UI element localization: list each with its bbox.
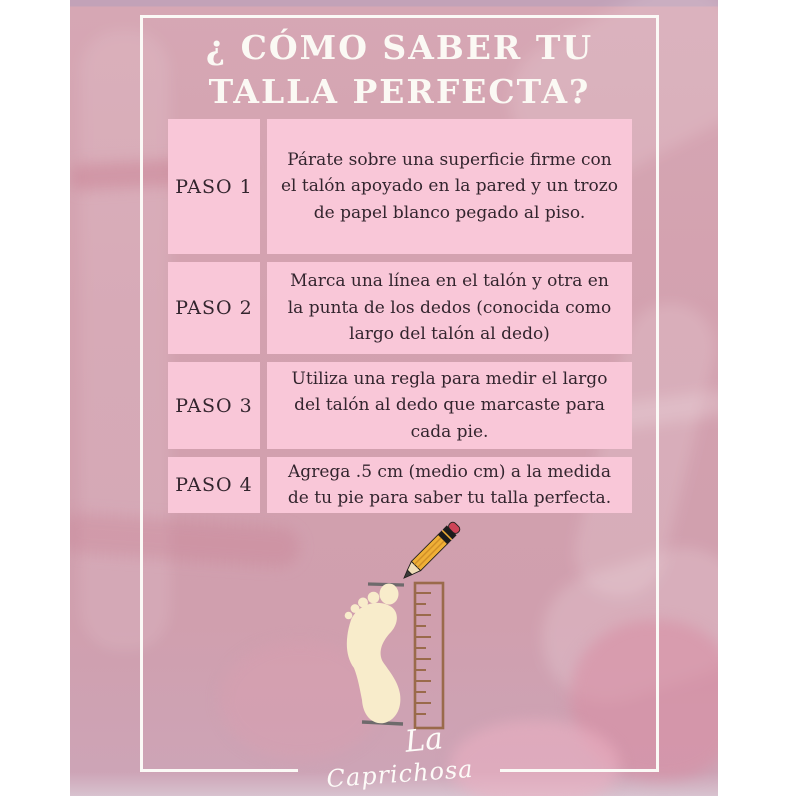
step-2-label: PASO 2 — [168, 262, 260, 354]
foot-measuring-illustration — [330, 518, 464, 736]
steps-table — [168, 119, 632, 521]
brand-line1: La — [403, 721, 445, 760]
step-4-text: Agrega .5 cm (medio cm) a la medida de tu pie para saber tu talla perfecta. — [267, 457, 632, 513]
step-3-text: Utiliza una regla para medir el largo del talón al dedo que marcaste para cada pie. — [267, 362, 632, 449]
step-row-3 — [168, 362, 632, 449]
frame-top-line — [140, 15, 659, 18]
step-1-label: PASO 1 — [168, 119, 260, 254]
page-title-line1: ¿ CÓMO SABER TU — [205, 28, 594, 67]
ruler-icon — [415, 583, 443, 728]
step-4-label: PASO 4 — [168, 457, 260, 513]
frame-bottom-right-line — [500, 769, 659, 772]
brand-logo — [300, 721, 500, 794]
brand-line2: Caprichosa — [325, 754, 475, 794]
foot-icon — [345, 584, 401, 724]
step-row-2 — [168, 262, 632, 354]
frame-bottom-left-line — [140, 769, 298, 772]
frame-right-line — [656, 15, 659, 772]
step-2-text: Marca una línea en el talón y otra en la punta de los dedos (conocida como largo del talón al dedo) — [267, 262, 632, 354]
step-row-4 — [168, 457, 632, 513]
pencil-icon — [399, 520, 461, 582]
page-title-line2: TALLA PERFECTA? — [208, 71, 591, 111]
step-row-1 — [168, 119, 632, 254]
frame-left-line — [140, 15, 143, 772]
step-1-text: Párate sobre una superficie firme con el talón apoyado en la pared y un trozo de papel blanco pegado al piso. — [267, 119, 632, 254]
step-3-label: PASO 3 — [168, 362, 260, 449]
page-title — [140, 26, 659, 113]
